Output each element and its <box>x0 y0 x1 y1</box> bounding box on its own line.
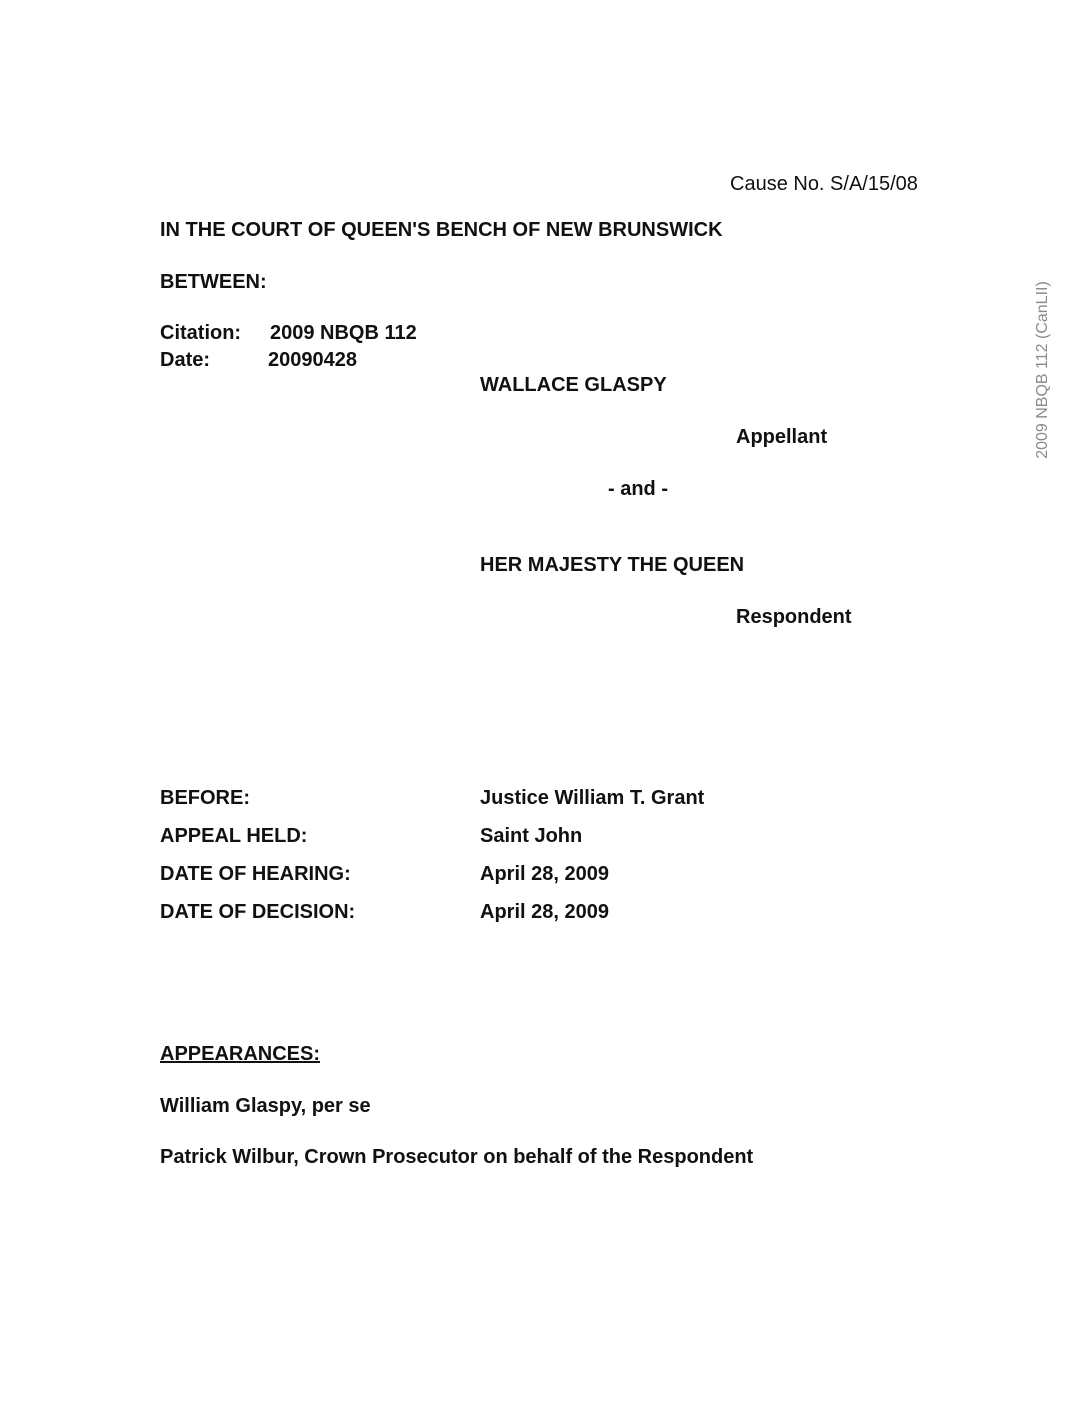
respondent-name: HER MAJESTY THE QUEEN <box>480 554 745 576</box>
decision-date-value: April 28, 2009 <box>480 901 609 923</box>
date-value: 20090428 <box>268 349 357 371</box>
court-title: IN THE COURT OF QUEEN'S BENCH OF NEW BRUNSWICK <box>160 219 723 241</box>
between-label: BETWEEN: <box>160 271 267 293</box>
cause-number: Cause No. S/A/15/08 <box>730 173 918 195</box>
date-label: Date: <box>160 349 211 371</box>
appeal-held-label: APPEAL HELD: <box>160 825 308 847</box>
appearances-heading: APPEARANCES: <box>160 1043 321 1065</box>
before-value: Justice William T. Grant <box>480 787 705 809</box>
before-label: BEFORE: <box>160 787 250 809</box>
respondent-role: Respondent <box>736 606 852 628</box>
citation-value: 2009 NBQB 112 <box>270 322 417 344</box>
canlii-watermark: 2009 NBQB 112 (CanLII) <box>1034 281 1051 459</box>
decision-date-label: DATE OF DECISION: <box>160 901 356 923</box>
hearing-date-label: DATE OF HEARING: <box>160 863 351 885</box>
appellant-name: WALLACE GLASPY <box>480 374 667 396</box>
appearance-appellant: William Glaspy, per se <box>160 1095 371 1117</box>
appearance-respondent: Patrick Wilbur, Crown Prosecutor on behalf of the Respondent <box>160 1146 754 1168</box>
appeal-held-value: Saint John <box>480 825 583 847</box>
hearing-date-value: April 28, 2009 <box>480 863 609 885</box>
citation-label: Citation: <box>160 322 242 344</box>
appellant-role: Appellant <box>736 426 828 448</box>
party-separator: - and - <box>608 478 668 500</box>
